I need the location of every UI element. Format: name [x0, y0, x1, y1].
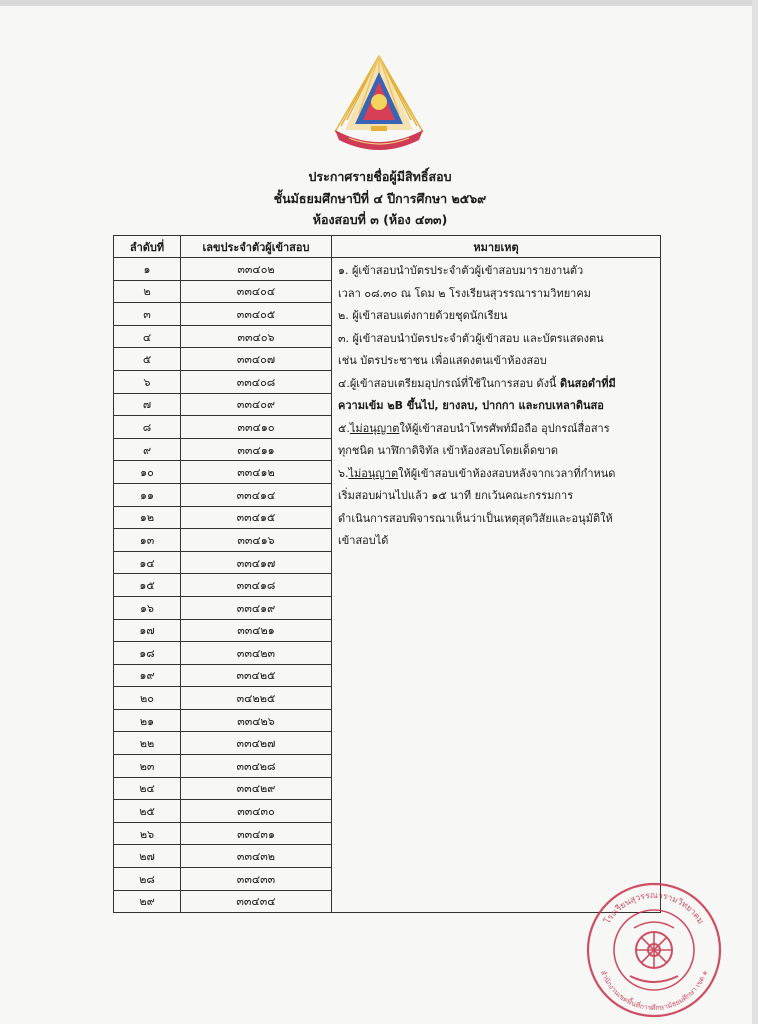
row-order: ๒ [114, 280, 181, 303]
row-candidate-id: ๓๓๔๑๔ [181, 483, 332, 506]
row-candidate-id: ๓๓๔๑๑ [181, 438, 332, 461]
remark-5-not-allowed: ไม่อนุญาต [349, 421, 400, 435]
row-candidate-id: ๓๓๔๓๑ [181, 822, 332, 845]
row-candidate-id: ๓๓๔๓๔ [181, 890, 332, 913]
remark-4-line-1 [338, 373, 656, 396]
row-order: ๘ [114, 416, 181, 439]
table-row [114, 258, 661, 281]
row-order: ๒๕ [114, 800, 181, 823]
remark-6-line-2: เริ่มสอบผ่านไปแล้ว ๑๕ นาที ยกเว้นคณะกรรมการ [338, 489, 574, 502]
scan-edge-top [0, 0, 758, 6]
row-candidate-id: ๓๓๔๐๔ [181, 280, 332, 303]
remark-2: ๒. ผู้เข้าสอบแต่งกายด้วยชุดนักเรียน [338, 309, 508, 322]
seal-text-bottom: สำนักงานเขตพื้นที่การศึกษามัธยมศึกษา เขต ๑ [598, 969, 710, 1013]
remark-4-line-2: ความเข้ม ๒B ขึ้นไป, ยางลบ, ปากกา และกบเหลาดินสอ [338, 399, 604, 412]
row-candidate-id: ๓๓๔๑๘ [181, 574, 332, 597]
row-candidate-id: ๓๓๔๒๓ [181, 642, 332, 665]
row-candidate-id: ๓๓๔๑๗ [181, 551, 332, 574]
row-candidate-id: ๓๓๔๐๖ [181, 325, 332, 348]
row-candidate-id: ๓๓๔๓๓ [181, 868, 332, 891]
remarks-cell [332, 258, 661, 913]
row-order: ๑๒ [114, 506, 181, 529]
row-order: ๑ [114, 258, 181, 281]
remark-6-number: ๖. [338, 466, 349, 480]
title-line-2: ชั้นมัธยมศึกษาปีที่ ๔ ปีการศึกษา ๒๕๖๙ [273, 190, 487, 206]
row-order: ๙ [114, 438, 181, 461]
remark-6-text: ให้ผู้เข้าสอบเข้าห้องสอบหลังจากเวลาที่กำหนด [398, 466, 616, 480]
row-order: ๒๘ [114, 868, 181, 891]
row-order: ๑๕ [114, 574, 181, 597]
row-order: ๒๐ [114, 687, 181, 710]
row-order: ๑๑ [114, 483, 181, 506]
remark-6-line-4: เข้าสอบได้ [338, 534, 389, 547]
row-candidate-id: ๓๓๔๒๖ [181, 709, 332, 732]
remark-6-line-3: ดำเนินการสอบพิจารณาเห็นว่าเป็นเหตุสุดวิสัยและอนุมัติให้ [338, 511, 613, 525]
row-candidate-id: ๓๓๔๑๖ [181, 529, 332, 552]
row-candidate-id: ๓๓๔๑๙ [181, 596, 332, 619]
row-candidate-id: ๓๓๔๒๑ [181, 619, 332, 642]
title-line-3: ห้องสอบที่ ๓ (ห้อง ๔๓๓) [312, 212, 448, 227]
row-candidate-id: ๓๓๔๒๙ [181, 777, 332, 800]
exam-roster-table [113, 235, 661, 913]
remark-3-line-1: ๓. ผู้เข้าสอบนำบัตรประจำตัวผู้เข้าสอบ และบัตรแสดงตน [338, 331, 604, 345]
title-line-1: ประกาศรายชื่อผู้มีสิทธิ์สอบ [308, 169, 452, 184]
remark-1-line-1: ๑. ผู้เข้าสอบนำบัตรประจำตัวผู้เข้าสอบมารายงานตัว [338, 264, 584, 277]
row-order: ๑๓ [114, 529, 181, 552]
table-header-row [114, 236, 661, 258]
row-candidate-id: ๓๔๒๒๕ [181, 687, 332, 710]
row-order: ๒๙ [114, 890, 181, 913]
school-seal-icon [584, 880, 724, 1020]
row-candidate-id: ๓๓๔๐๕ [181, 303, 332, 326]
row-order: ๖ [114, 370, 181, 393]
row-candidate-id: ๓๓๔๓๐ [181, 800, 332, 823]
row-candidate-id: ๓๓๔๑๕ [181, 506, 332, 529]
row-order: ๕ [114, 348, 181, 371]
row-candidate-id: ๓๓๔๓๒ [181, 845, 332, 868]
row-order: ๔ [114, 325, 181, 348]
remark-3-line-2: เช่น บัตรประชาชน เพื่อแสดงตนเข้าห้องสอบ [338, 354, 547, 367]
row-order: ๑๘ [114, 642, 181, 665]
row-order: ๒๔ [114, 777, 181, 800]
row-order: ๑๗ [114, 619, 181, 642]
row-order: ๓ [114, 303, 181, 326]
row-candidate-id: ๓๓๔๑๒ [181, 461, 332, 484]
row-candidate-id: ๓๓๔๐๘ [181, 370, 332, 393]
header-order: ลำดับที่ [114, 236, 181, 258]
scan-edge-right [752, 0, 758, 1024]
row-order: ๑๙ [114, 664, 181, 687]
announcement-header [180, 166, 580, 231]
row-order: ๒๒ [114, 732, 181, 755]
row-order: ๑๔ [114, 551, 181, 574]
row-order: ๑๐ [114, 461, 181, 484]
row-order: ๑๖ [114, 596, 181, 619]
remark-5-text: ให้ผู้เข้าสอบนำโทรศัพท์มือถือ อุปกรณ์สื่อสาร [399, 421, 610, 435]
remark-5-number: ๕. [338, 421, 350, 435]
row-order: ๗ [114, 393, 181, 416]
remark-6-not-allowed: ไม่อนุญาต [348, 466, 399, 480]
header-remarks: หมายเหตุ [332, 236, 661, 258]
row-candidate-id: ๓๓๔๒๘ [181, 755, 332, 778]
row-candidate-id: ๓๓๔๐๙ [181, 393, 332, 416]
row-order: ๒๖ [114, 822, 181, 845]
remark-4-bold-1: ดินสอดำที่มี [559, 376, 616, 390]
remark-5-line-1 [338, 418, 656, 441]
row-candidate-id: ๓๓๔๒๕ [181, 664, 332, 687]
remark-1-line-2: เวลา ๐๘.๓๐ ณ โดม ๒ โรงเรียนสุวรรณารามวิทยาคม [338, 286, 591, 300]
row-candidate-id: ๓๓๔๐๗ [181, 348, 332, 371]
row-candidate-id: ๓๓๔๐๒ [181, 258, 332, 281]
row-candidate-id: ๓๓๔๒๗ [181, 732, 332, 755]
row-order: ๒๗ [114, 845, 181, 868]
row-order: ๒๓ [114, 755, 181, 778]
row-order: ๒๑ [114, 709, 181, 732]
school-emblem-icon [327, 50, 431, 152]
header-candidate-id: เลขประจำตัวผู้เข้าสอบ [181, 236, 332, 258]
remark-5-line-2: ทุกชนิด นาฬิกาดิจิทัล เข้าห้องสอบโดยเด็ดขาด [338, 444, 559, 457]
seal-text-top: โรงเรียนสุวรรณารามวิทยาคม [602, 890, 706, 927]
row-candidate-id: ๓๓๔๑๐ [181, 416, 332, 439]
remark-4-text: ๔.ผู้เข้าสอบเตรียมอุปกรณ์ที่ใช้ในการสอบ ดังนี้ [338, 376, 560, 390]
remark-6-line-1 [338, 463, 656, 486]
